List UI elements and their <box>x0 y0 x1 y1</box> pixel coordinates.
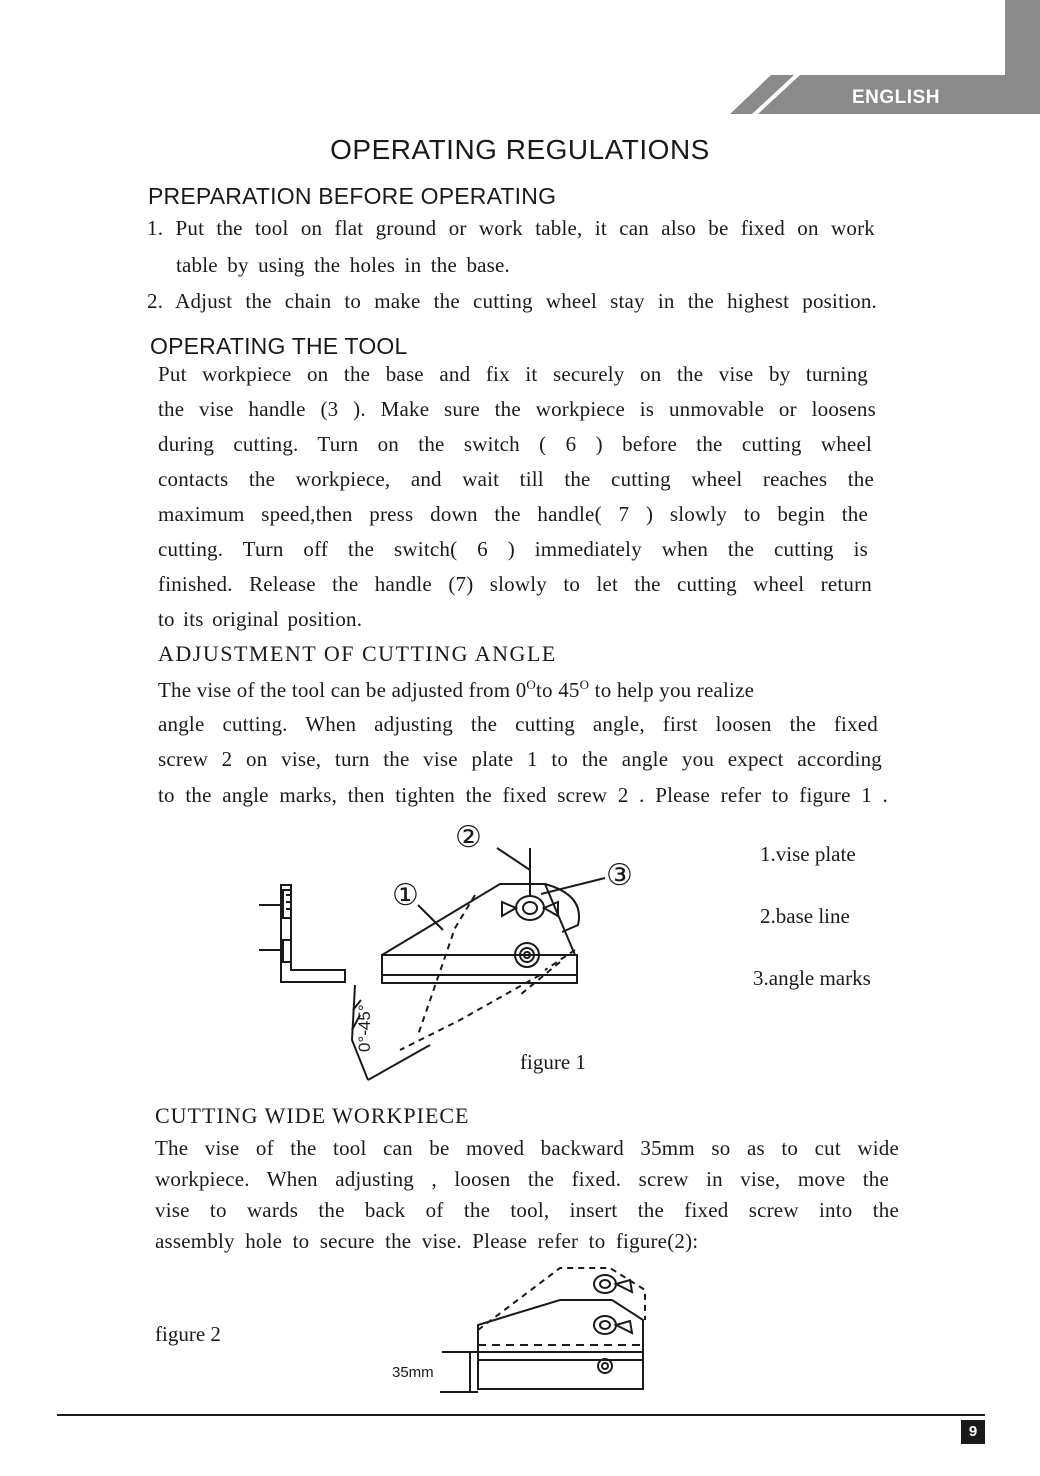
operating-line-4: contacts the workpiece, and wait till the cutting wheel reaches the <box>158 467 874 491</box>
angle-line-1-text-b: to 45 <box>536 678 580 702</box>
preparation-line-2: table by using the holes in the base. <box>176 253 511 277</box>
wide-heading: CUTTING WIDE WORKPIECE <box>155 1103 470 1128</box>
page-number: 9 <box>961 1420 985 1444</box>
wide-line-1: The vise of the tool can be moved backward 35mm so as to cut wide <box>155 1136 899 1160</box>
degree-symbol: O <box>526 677 537 692</box>
header-corner-block <box>1005 0 1040 75</box>
operating-line-2: the vise handle (3 ). Make sure the workpiece is unmovable or loosens <box>158 397 876 421</box>
preparation-line-3: 2. Adjust the chain to make the cutting wheel stay in the highest position. <box>147 289 877 313</box>
wide-line-2: workpiece. When adjusting , loosen the fixed. screw in vise, move the <box>155 1167 889 1191</box>
angle-line-1 <box>158 677 882 703</box>
operating-line-6: cutting. Turn off the switch( 6 ) immediately when the cutting is <box>158 537 868 561</box>
angle-line-1-text-a: The vise of the tool can be adjusted from 0 <box>158 678 527 702</box>
operating-line-1: Put workpiece on the base and fix it securely on the vise by turning <box>158 362 868 386</box>
footer-rule <box>57 1414 985 1416</box>
operating-line-3: during cutting. Turn on the switch ( 6 ) before the cutting wheel <box>158 432 872 456</box>
preparation-heading: PREPARATION BEFORE OPERATING <box>148 183 557 209</box>
angle-range-label: 0°-45° <box>355 1004 374 1052</box>
wide-line-4: assembly hole to secure the vise. Please refer to figure(2): <box>155 1229 699 1253</box>
operating-line-5: maximum speed,then press down the handle( 7 ) slowly to begin the <box>158 502 868 526</box>
language-label: ENGLISH <box>852 87 940 108</box>
angle-heading: ADJUSTMENT OF CUTTING ANGLE <box>158 641 557 666</box>
legend-vise-plate: 1.vise plate <box>760 842 856 866</box>
callout-2: ② <box>455 821 482 854</box>
preparation-line-1: 1. Put the tool on flat ground or work table, it can also be fixed on work <box>147 216 875 240</box>
angle-line-2: angle cutting. When adjusting the cutting angle, first loosen the fixed <box>158 712 878 736</box>
dimension-label-35mm: 35mm <box>392 1364 434 1381</box>
degree-symbol: O <box>579 677 590 692</box>
page-title: OPERATING REGULATIONS <box>330 134 710 165</box>
operating-line-8: to its original position. <box>158 607 363 631</box>
angle-line-4: to the angle marks, then tighten the fixed screw 2 . Please refer to figure 1 . <box>158 783 888 807</box>
callout-1: ① <box>392 879 419 912</box>
operating-line-7: finished. Release the handle (7) slowly to let the cutting wheel return <box>158 572 872 596</box>
figure-1-caption: figure 1 <box>520 1050 586 1074</box>
operating-heading: OPERATING THE TOOL <box>150 333 408 359</box>
figure-2-diagram <box>430 1262 655 1397</box>
callout-3: ③ <box>606 859 633 892</box>
angle-line-3: screw 2 on vise, turn the vise plate 1 to the angle you expect according <box>158 747 882 771</box>
legend-base-line: 2.base line <box>760 904 850 928</box>
figure-2-caption: figure 2 <box>155 1322 221 1346</box>
legend-angle-marks: 3.angle marks <box>753 966 871 990</box>
angle-line-1-text-c: to help you realize <box>589 678 755 702</box>
wide-line-3: vise to wards the back of the tool, insert the fixed screw into the <box>155 1198 899 1222</box>
